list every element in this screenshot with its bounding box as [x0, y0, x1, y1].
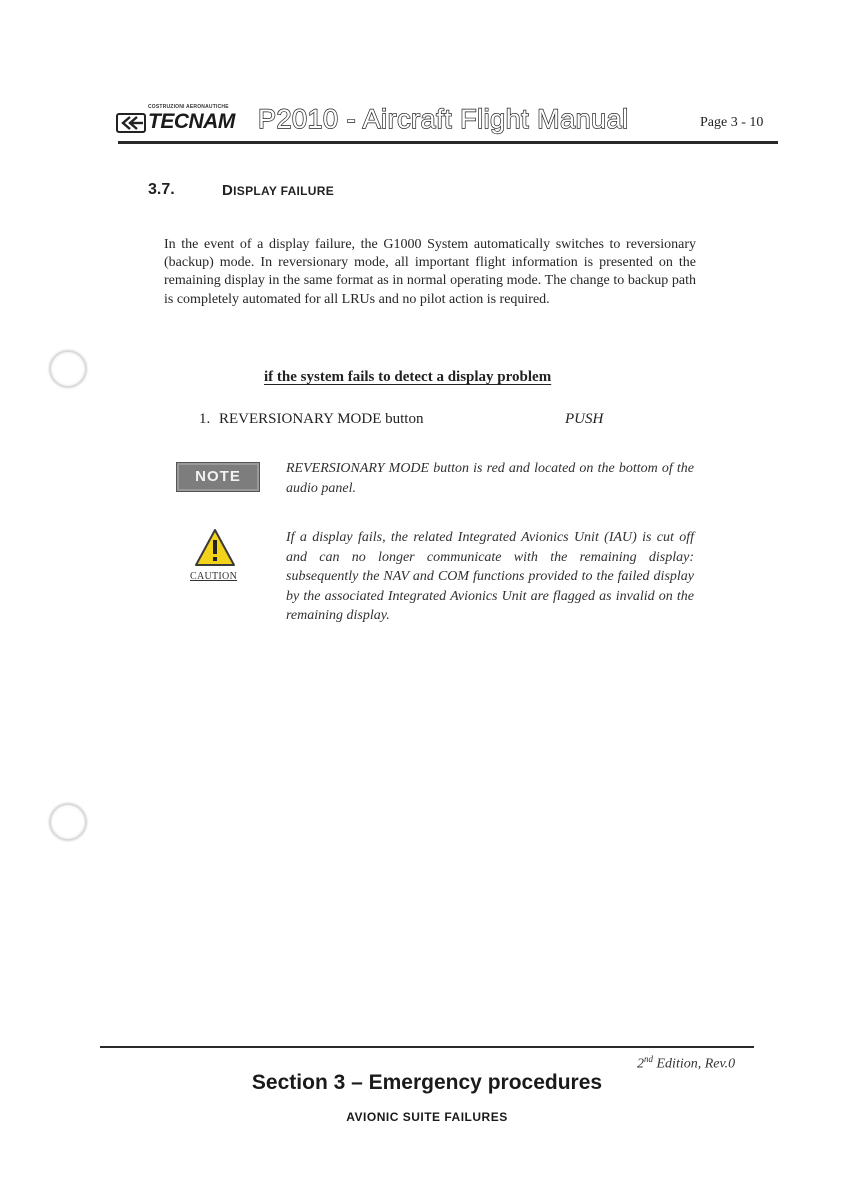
- note-badge: [176, 462, 260, 492]
- section-title: [222, 182, 334, 199]
- caution-text: If a display fails, the related Integrated Avionics Unit (IAU) is cut off and can no longer communicate with the remaining display: subsequently the NAV and COM functions provided to the failed display by the associated Integrated Avionics Unit are flagged as invalid on the remaining display.: [286, 530, 694, 623]
- binder-hole: [50, 351, 86, 387]
- logo-small-text: COSTRUZIONI AERONAUTICHE: [148, 104, 229, 110]
- footer-divider: [100, 1046, 754, 1048]
- step-action: PUSH: [565, 411, 604, 427]
- caution-label: CAUTION: [190, 571, 238, 582]
- section-number: 3.7.: [148, 181, 175, 198]
- tecnam-logo: [116, 104, 244, 138]
- footer-section-title: Section 3 – Emergency procedures: [251, 1071, 603, 1094]
- note-text: REVERSIONARY MODE button is red and located on the bottom of the audio panel.: [286, 461, 694, 496]
- edition-suffix: nd: [644, 1054, 653, 1064]
- logo-text: TECNAM: [148, 110, 235, 133]
- manual-title: P2010 - Aircraft Flight Manual: [258, 104, 629, 134]
- footer-subtitle: AVIONIC SUITE FAILURES: [346, 1110, 508, 1124]
- tecnam-mark-icon: [116, 113, 146, 133]
- condition-heading: if the system fails to detect a display problem: [264, 369, 552, 385]
- warning-triangle-icon: [194, 528, 236, 568]
- edition-rest: Edition, Rev.0: [653, 1056, 736, 1072]
- binder-hole: [50, 804, 86, 840]
- page-number: Page 3 - 10: [700, 115, 764, 130]
- intro-paragraph: In the event of a display failure, the G1000 System automatically switches to reversionary (backup) mode. In reversionary mode, all important flight information is presented on the remaining display in the same format as in normal operating mode. The change to backup path is completely automated for all LRUs and no pilot action is required.: [164, 237, 696, 307]
- header-divider: [118, 141, 778, 144]
- section-title-rest: ISPLAY FAILURE: [233, 184, 335, 198]
- edition-label: [637, 1054, 735, 1073]
- step-number: 1.: [199, 411, 211, 427]
- step-label: REVERSIONARY MODE button: [219, 411, 424, 427]
- edition-number: 2: [637, 1056, 644, 1072]
- note-badge-label: NOTE: [195, 468, 241, 485]
- section-title-initial: D: [222, 182, 234, 199]
